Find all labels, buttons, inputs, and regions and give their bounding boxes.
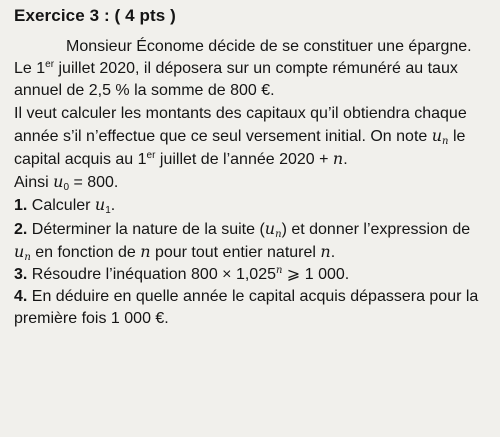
text: Il veut calculer les montants des capitaux qu’il obtiendra chaque année s’il n’effectue que ce seul versement initial. On note [14, 104, 467, 145]
question-number: 4. [14, 288, 28, 306]
math-n: n [320, 241, 331, 261]
intro-text: Monsieur Économe décide de se constituer une épargne. [66, 38, 472, 55]
text: pour tout entier naturel [150, 243, 321, 261]
intro-sentence-4 [14, 171, 486, 194]
text: En déduire en quelle année le capital acquis dépassera pour la première fois 1 000 €. [14, 288, 479, 328]
subscript: 0 [63, 182, 69, 194]
math-n: n [140, 241, 151, 261]
text: . [330, 243, 336, 261]
text: Déterminer la nature de la suite ( [27, 220, 265, 238]
math-expression: 2020 + [279, 151, 333, 169]
math-u: u [264, 218, 276, 238]
math-u: u [53, 172, 64, 192]
question-4 [14, 286, 486, 330]
text: Ainsi [14, 174, 54, 192]
text: juillet de l’année [155, 151, 280, 169]
text: ) et donner l’expression de [281, 220, 471, 238]
question-1 [14, 194, 486, 217]
math-u: u [14, 241, 25, 261]
text: juillet 2020, il déposera sur un compte rémunéré au taux annuel de 2,5 % la somme de 800 €. [14, 60, 458, 100]
text: . [343, 151, 348, 169]
superscript: er [146, 150, 156, 162]
math-n: n [332, 149, 344, 169]
superscript: n [275, 265, 283, 277]
subscript: 1 [105, 205, 111, 217]
intro-sentence-3 [14, 103, 486, 172]
text: Calculer [27, 197, 95, 215]
intro-sentence-2 [14, 58, 486, 102]
question-number: 3. [14, 266, 28, 284]
text: . [110, 197, 116, 215]
math-u: u [94, 195, 106, 215]
text: Le 1 [14, 60, 46, 78]
intro-sentence-1 [14, 36, 486, 58]
question-2 [14, 218, 486, 264]
question-number: 1. [14, 197, 28, 215]
text: Résoudre l’inéquation [27, 266, 192, 284]
superscript: er [45, 59, 55, 71]
subscript: n [24, 251, 31, 263]
text: le capital acquis au 1 [14, 127, 466, 169]
subscript: n [275, 228, 282, 240]
math-expression: 800 × 1,025 [191, 266, 276, 284]
math-expression: ⩾ 1 000. [282, 266, 350, 284]
subscript: n [442, 135, 449, 147]
math-expression: = 800. [69, 174, 119, 192]
text: en fonction de [30, 243, 141, 261]
math-u: u [431, 125, 443, 145]
question-3 [14, 264, 486, 286]
exercise-title: Exercice 3 : ( 4 pts ) [14, 6, 176, 25]
question-number: 2. [14, 220, 28, 238]
